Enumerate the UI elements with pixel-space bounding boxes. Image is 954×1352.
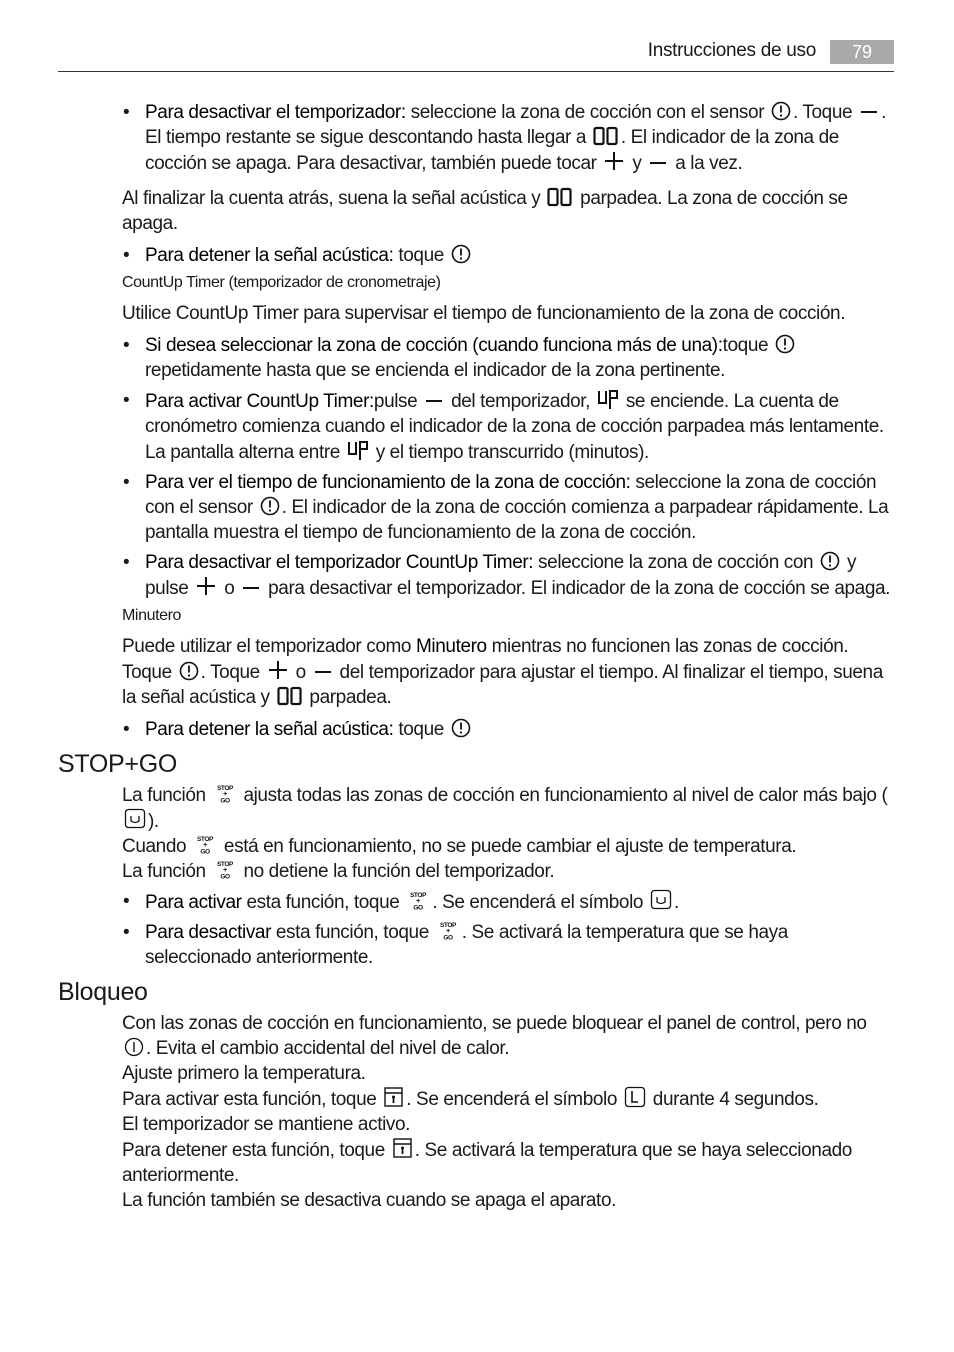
countup-heading: CountUp Timer (temporizador de cronometraje) xyxy=(122,274,441,291)
stop-go-icon xyxy=(406,891,430,911)
minus-icon xyxy=(241,577,261,597)
bloqueo-line-4: El temporizador se mantiene activo. xyxy=(122,1114,411,1135)
text: . Se activará la temperatura que se haya seleccionado anteriormente. xyxy=(145,922,788,968)
text: . El indicador de la zona de cocción se apaga. Para desactivar, también puede tocar xyxy=(145,127,839,174)
text: Para activar esta función, toque xyxy=(122,1089,382,1110)
countup-intro: Utilice CountUp Timer para supervisar el tiempo de funcionamiento de la zona de cocción. xyxy=(122,303,846,324)
stop-go-icon xyxy=(436,921,460,941)
text: está en funcionamiento, no se puede cambiar el ajuste de temperatura. xyxy=(219,836,797,857)
plus-icon xyxy=(195,575,217,597)
bloqueo-line-2: Ajuste primero la temperatura. xyxy=(122,1063,366,1084)
bullet-stopgo-deactivate xyxy=(145,920,894,970)
bloqueo-lines xyxy=(58,1011,894,1213)
minus-icon xyxy=(313,661,333,681)
stop-go-icon xyxy=(193,835,217,855)
bloqueo-heading: Bloqueo xyxy=(58,978,148,1006)
bold-term: Minutero xyxy=(415,636,487,657)
stop-go-icon xyxy=(213,860,237,880)
text: toque xyxy=(393,719,449,740)
text: La función xyxy=(122,785,211,806)
text: se enciende. La cuenta de cronómetro comienza cuando el indicador de la zona de cocción parpadea más lentamente. La pantalla alterna entre xyxy=(145,391,884,463)
bloqueo-line-1 xyxy=(122,1011,894,1061)
text: . Se activará la temperatura que se haya seleccionado anteriormente. xyxy=(122,1140,852,1186)
timer-icon xyxy=(820,551,840,571)
minutero-paragraph xyxy=(122,634,894,710)
text: Para detener esta función, toque xyxy=(122,1140,390,1161)
stopgo-line-3 xyxy=(122,859,894,884)
bloqueo-line-6: La función también se desactiva cuando se apaga el aparato. xyxy=(122,1190,616,1211)
text: esta función, toque xyxy=(271,922,434,943)
bullet-lead: Para ver el tiempo de funcionamiento de la zona de cocción: xyxy=(145,472,631,493)
bullet-deactivate-timer xyxy=(145,100,894,176)
display-00-icon xyxy=(593,126,619,146)
bullet-lead: Para desactivar el temporizador: xyxy=(145,102,406,123)
bullet-stopgo-activate xyxy=(145,889,894,915)
bloqueo-line-5 xyxy=(122,1137,894,1188)
text: Al finalizar la cuenta atrás, suena la señal acústica y xyxy=(122,188,546,209)
bullet-stop-signal xyxy=(145,243,894,268)
text: . El tiempo restante se sigue descontando hasta llegar a xyxy=(145,102,886,148)
stopgo-heading: STOP+GO xyxy=(58,750,178,778)
text: . Se encenderá el símbolo xyxy=(432,892,648,913)
bullet-view-time xyxy=(145,470,894,545)
timer-icon xyxy=(775,334,795,354)
text: ). xyxy=(148,811,159,832)
text: . xyxy=(673,892,679,913)
text: parpadea. xyxy=(304,687,392,708)
minus-icon xyxy=(859,101,879,121)
display-up-icon xyxy=(347,439,369,461)
text: repetidamente hasta que se encienda el indicador de la zona pertinente. xyxy=(145,360,726,381)
stopgo-lines xyxy=(58,783,894,884)
display-00-icon xyxy=(547,187,573,207)
display-00-icon xyxy=(277,686,303,706)
bullet-deactivate-countup xyxy=(145,550,894,601)
bullet-lead: Para detener la señal acústica: xyxy=(145,245,394,266)
stop-go-icon xyxy=(213,784,237,804)
text: no detiene la función del temporizador. xyxy=(238,861,555,882)
text: toque xyxy=(722,335,774,356)
text: a la vez. xyxy=(670,153,743,174)
bullet-lead: Para desactivar el temporizador CountUp Timer: xyxy=(145,552,534,573)
text: o xyxy=(290,662,311,683)
minus-icon xyxy=(648,152,668,172)
minus-icon xyxy=(424,390,444,410)
heat-level-icon xyxy=(124,808,146,830)
bullet-select-zone xyxy=(145,333,894,383)
bullet-lead: Para detener la señal acústica: xyxy=(145,719,394,740)
paragraph-countdown-end xyxy=(122,186,894,236)
text: . Toque xyxy=(200,662,265,683)
text: La función xyxy=(122,861,211,882)
bullet-lead: Para activar CountUp Timer: xyxy=(145,391,374,412)
bullet-lead: Si desea seleccionar la zona de cocción (cuando funciona más de una): xyxy=(145,335,723,356)
minutero-heading: Minutero xyxy=(122,607,182,624)
text: seleccione la zona de cocción con xyxy=(533,552,819,573)
stopgo-line-1 xyxy=(122,783,894,834)
text: del temporizador, xyxy=(446,391,595,412)
text: pulse xyxy=(373,391,423,412)
text: seleccione la zona de cocción con el sensor xyxy=(405,102,769,123)
text: esta función, toque xyxy=(241,892,405,913)
page-content xyxy=(58,100,894,1213)
bullet-minutero-stop-signal xyxy=(145,717,894,742)
text: . Se encenderá el símbolo xyxy=(406,1089,622,1110)
power-icon xyxy=(124,1037,144,1057)
text: Con las zonas de cocción en funcionamiento, se puede bloquear el panel de control, pero no xyxy=(122,1013,867,1034)
text: o xyxy=(219,578,240,599)
text: . Toque xyxy=(793,102,858,123)
text: toque xyxy=(393,245,449,266)
plus-icon xyxy=(603,150,625,172)
text: . Evita el cambio accidental del nivel de calor. xyxy=(146,1038,510,1059)
text: y el tiempo transcurrido (minutos). xyxy=(370,442,649,463)
timer-icon xyxy=(179,661,199,681)
lock-key-icon xyxy=(383,1086,404,1108)
page-header xyxy=(58,38,894,72)
text: Cuando xyxy=(122,836,192,857)
bullet-activate-countup xyxy=(145,388,894,465)
text: . El indicador de la zona de cocción comienza a parpadear rápidamente. La pantalla muestra el tiempo de funcionamiento de la zona de cocción. xyxy=(145,497,889,543)
stopgo-line-2 xyxy=(122,834,894,859)
text: ajusta todas las zonas de cocción en funcionamiento al nivel de calor más bajo ( xyxy=(238,785,888,806)
text: mientras no funcionen las zonas de cocción. Toque xyxy=(122,636,849,683)
text: para desactivar el temporizador. El indicador de la zona de cocción se apaga. xyxy=(263,578,891,599)
lock-symbol-icon xyxy=(624,1086,646,1108)
timer-icon xyxy=(451,244,471,264)
header-title: Instrucciones de uso xyxy=(647,40,816,61)
text: y xyxy=(627,153,647,174)
lock-key-icon xyxy=(392,1137,413,1159)
text: Puede utilizar el temporizador como xyxy=(122,636,416,657)
page-number: 79 xyxy=(830,40,894,64)
text: del temporizador para ajustar el tiempo. Al finalizar el tiempo, suena la señal acústica y xyxy=(122,662,883,708)
text: durante 4 segundos. xyxy=(647,1089,819,1110)
text: y pulse xyxy=(145,552,857,599)
timer-icon xyxy=(260,496,280,516)
heat-level-icon xyxy=(650,889,672,911)
timer-icon xyxy=(451,718,471,738)
bullet-lead: Para activar xyxy=(145,892,242,913)
text: parpadea. La zona de cocción se apaga. xyxy=(122,188,848,234)
timer-icon xyxy=(771,101,791,121)
bloqueo-line-3 xyxy=(122,1086,894,1112)
plus-icon xyxy=(267,659,289,681)
text: seleccione la zona de cocción con el sensor xyxy=(145,472,877,518)
display-up-icon xyxy=(597,388,619,410)
bullet-lead: Para desactivar xyxy=(145,922,272,943)
